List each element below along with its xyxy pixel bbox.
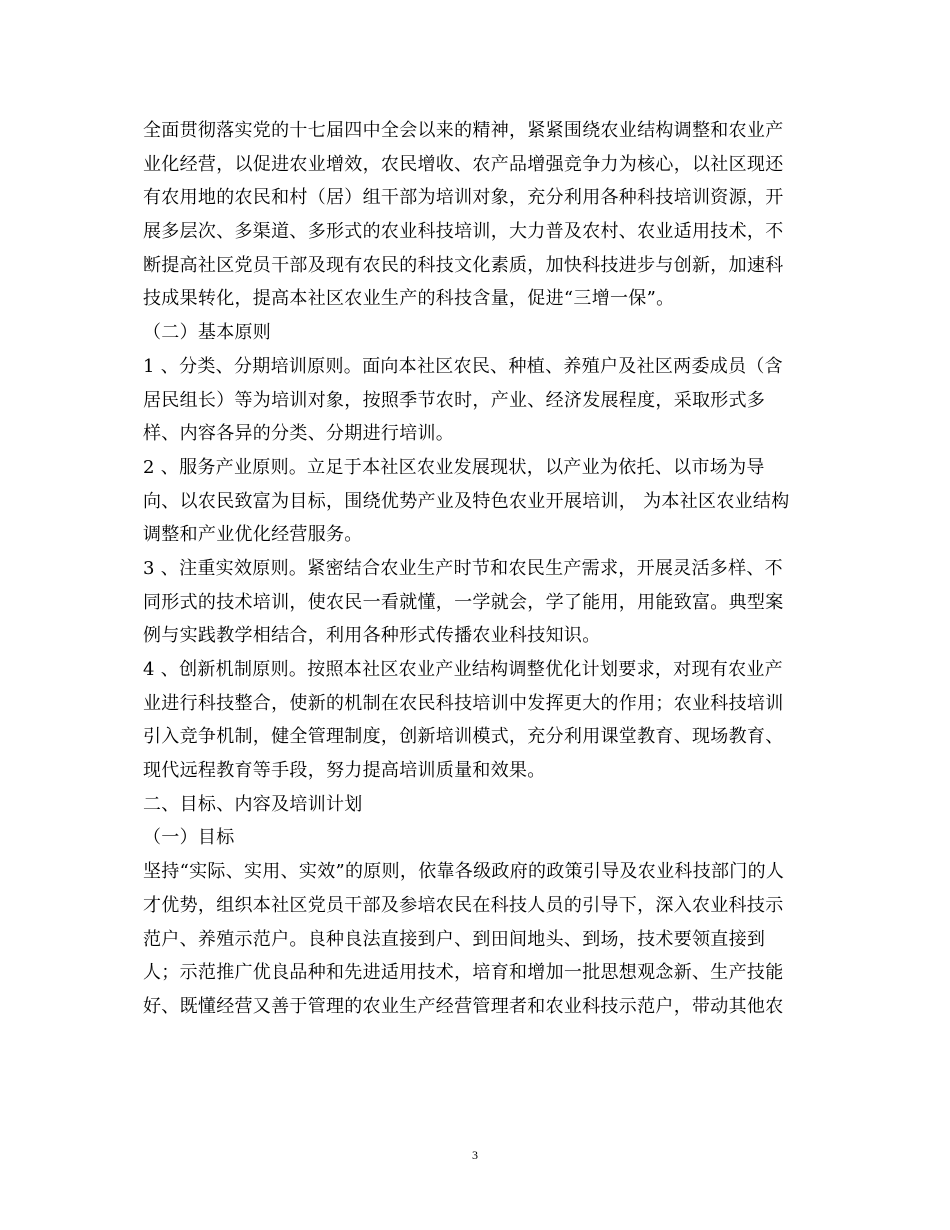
text-line: 才优势，组织本社区党员干部及参培农民在科技人员的引导下，深入农业科技示 xyxy=(143,894,784,916)
text-line: 展多层次、多渠道、多形式的农业科技培训，大力普及农村、农业适用技术，不 xyxy=(143,221,784,243)
section-heading: （一）目标 xyxy=(143,827,235,849)
text-line: 人；示范推广优良品种和先进适用技术，培育和增加一批思想观念新、生产技能 xyxy=(143,962,784,984)
text-line: 2 、服务产业原则。立足于本社区农业发展现状，以产业为依托、以市场为导 xyxy=(143,456,765,478)
text-line: 技成果转化，提高本社区农业生产的科技含量，促进“三增一保”。 xyxy=(143,288,675,310)
document-body xyxy=(143,114,813,1024)
text-line: 1 、分类、分期培训原则。面向本社区农民、种植、养殖户及社区两委成员（含 xyxy=(143,355,783,377)
text-line: 向、以农民致富为目标，围绕优势产业及特色农业开展培训， 为本社区农业结构 xyxy=(143,490,790,512)
text-line: 样、内容各异的分类、分期进行培训。 xyxy=(143,423,455,445)
text-line: 范户、养殖示范户。良种良法直接到户、到田间地头、到场，技术要领直接到 xyxy=(143,928,766,950)
section-heading: （二）基本原则 xyxy=(143,322,272,344)
text-line: 现代远程教育等手段，努力提高培训质量和效果。 xyxy=(143,760,546,782)
text-line: 4 、创新机制原则。按照本社区农业产业结构调整优化计划要求，对现有农业产 xyxy=(143,659,783,680)
text-line: 3 、注重实效原则。紧密结合农业生产时节和农民生产需求，开展灵活多样、不 xyxy=(143,557,783,579)
section-heading: 二、目标、内容及培训计划 xyxy=(143,793,363,815)
page-number: 3 xyxy=(472,1148,478,1162)
text-line: 业化经营，以促进农业增效，农民增收、农产品增强竞争力为核心，以社区现还 xyxy=(143,153,784,175)
text-line: 业进行科技整合，使新的机制在农民科技培训中发挥更大的作用；农业科技培训 xyxy=(143,692,784,714)
text-line: 居民组长）等为培训对象，按照季节农时，产业、经济发展程度，采取形式多 xyxy=(143,389,766,411)
text-line: 全面贯彻落实党的十七届四中全会以来的精神，紧紧围绕农业结构调整和农业产 xyxy=(143,120,784,141)
text-line: 断提高社区党员干部及现有农民的科技文化素质，加快科技进步与创新，加速科 xyxy=(143,254,784,276)
text-line: 有农用地的农民和村（居）组干部为培训对象，充分利用各种科技培训资源，开 xyxy=(143,187,784,209)
text-line: 引入竞争机制，健全管理制度，创新培训模式，充分利用课堂教育、现场教育、 xyxy=(143,726,784,748)
text-line: 例与实践教学相结合，利用各种形式传播农业科技知识。 xyxy=(143,625,601,647)
text-line: 调整和产业优化经营服务。 xyxy=(143,524,363,546)
text-line: 同形式的技术培训，使农民一看就懂，一学就会，学了能用，用能致富。典型案 xyxy=(143,591,784,613)
text-line: 坚持“实际、实用、实效”的原则，依靠各级政府的政策引导及农业科技部门的人 xyxy=(143,861,785,883)
text-line: 好、既懂经营又善于管理的农业生产经营管理者和农业科技示范户，带动其他农 xyxy=(143,995,784,1017)
